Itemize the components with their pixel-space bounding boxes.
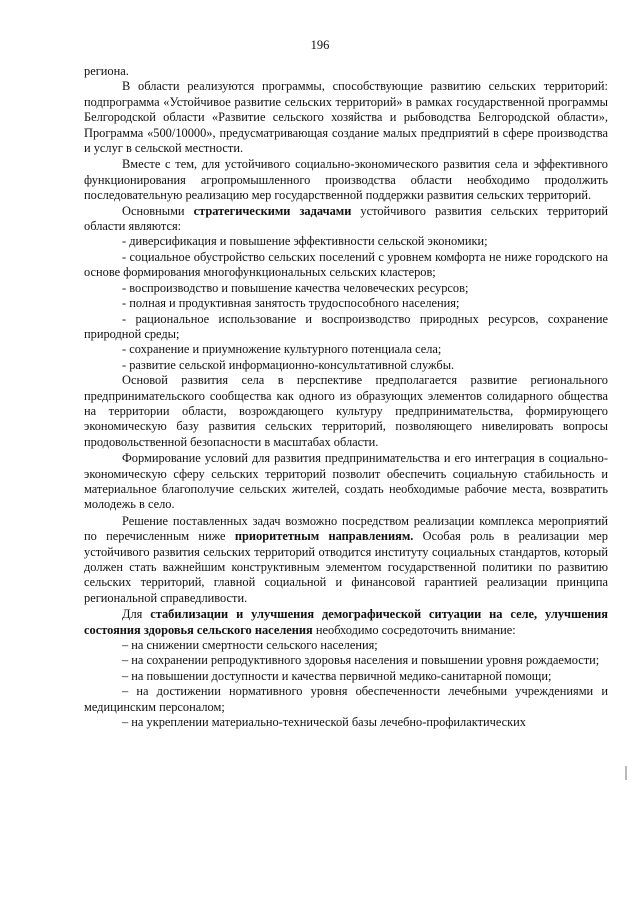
paragraph-continuation: региона. [84,64,129,78]
paragraph-integration: Формирование условий для развития предпринимательства и его интеграция в социально-экономическую сферу сельских территорий позволит обеспечить социальную стабильность и материальное благополучие сельских жителей, создать необходимые рабочие места, возвратить молодежь в село. [84,451,608,512]
bold-term-priority-directions: приоритетным направлениям. [234,529,414,544]
text-run: необходимо сосредоточить внимание: [312,622,516,637]
text-run: Особая роль в реализации мер устойчивого развития сельских территорий отводится институту социальных стандартов, который должен стать важнейшим конструктивным элементом государственной политики по развитию сельских территорий, главной социальной и финансовой гарантией реализации принципа региональной справедливости. [84,529,608,605]
document-body [84,64,608,730]
paragraph-entrepreneurship: Основой развития села в перспективе предполагается развитие регионального предпринимательского сообщества как одного из образующих элементов солидарного общества на территории области, возрождающего культуру предпринимательства, формирующего экономическую базу развития сельских территорий, позволяющего нивелировать вопросы продовольственной безопасности в масштабах области. [84,373,608,449]
list-item-task: - развитие сельской информационно-консультативной службы. [122,357,455,372]
list-item-focus: – на снижении смертности сельского населения; [122,638,378,653]
paragraph-priority-directions [84,514,608,606]
paragraph-strategic-tasks-intro [84,204,608,235]
scan-edge-mark [625,766,627,780]
list-item-task: - рациональное использование и воспроизводство природных ресурсов, сохранение природной среды; [84,311,608,341]
list-item-focus: – на укреплении материально-технической базы лечебно-профилактических [122,715,527,730]
list-item-focus: – на сохранении репродуктивного здоровья населения и повышении уровня рождаемости; [122,653,600,668]
paragraph-demography-intro [84,607,608,638]
list-item-focus: – на повышении доступности и качества первичной медико-санитарной помощи; [122,668,552,683]
bold-term-demography: стабилизации и улучшения демографической ситуации на селе, улучшения состояния здоровья сельского населения [84,607,608,637]
text-run: Основными [122,203,194,218]
list-item-task: - диверсификация и повышение эффективности сельской экономики; [122,234,488,249]
text-run: устойчивого развития сельских территорий области являются: [84,203,608,234]
text-run: Решение поставленных задач возможно посредством реализации комплекса мероприятий по перечисленным ниже [84,513,608,544]
paragraph-programs: В области реализуются программы, способствующие развитию сельских территорий: подпрограмма «Устойчивое развитие сельских территорий» в рамках государственной программы Белгородской области «Развитие сельского хозяйства и рыбоводства Белгородской области», Программа «500/10000», предусматривающая создание малых предприятий в сфере производства и услуг в сельской местности. [84,79,608,156]
list-item-task: - полная и продуктивная занятость трудоспособного населения; [122,296,460,311]
page-number: 196 [310,38,330,52]
list-item-task: - сохранение и приумножение культурного потенциала села; [122,342,442,357]
list-item-task: - социальное обустройство сельских поселений с уровнем комфорта не ниже городского на основе формирования многофункциональных сельских кластеров; [84,249,608,280]
paragraph-state-support: Вместе с тем, для устойчивого социально-экономического развития села и эффективного функционирования агропромышленного производства области необходимо продолжить последовательную реализацию мер государственной поддержки развития сельских территорий. [84,157,608,203]
list-item-task: - воспроизводство и повышение качества человеческих ресурсов; [122,280,469,295]
bold-term-strategic-tasks: стратегическими задачами [193,203,352,218]
list-item-focus: – на достижении нормативного уровня обеспеченности лечебными учреждениями и медицинским персоналом; [84,684,608,714]
text-run: Для [122,607,151,622]
